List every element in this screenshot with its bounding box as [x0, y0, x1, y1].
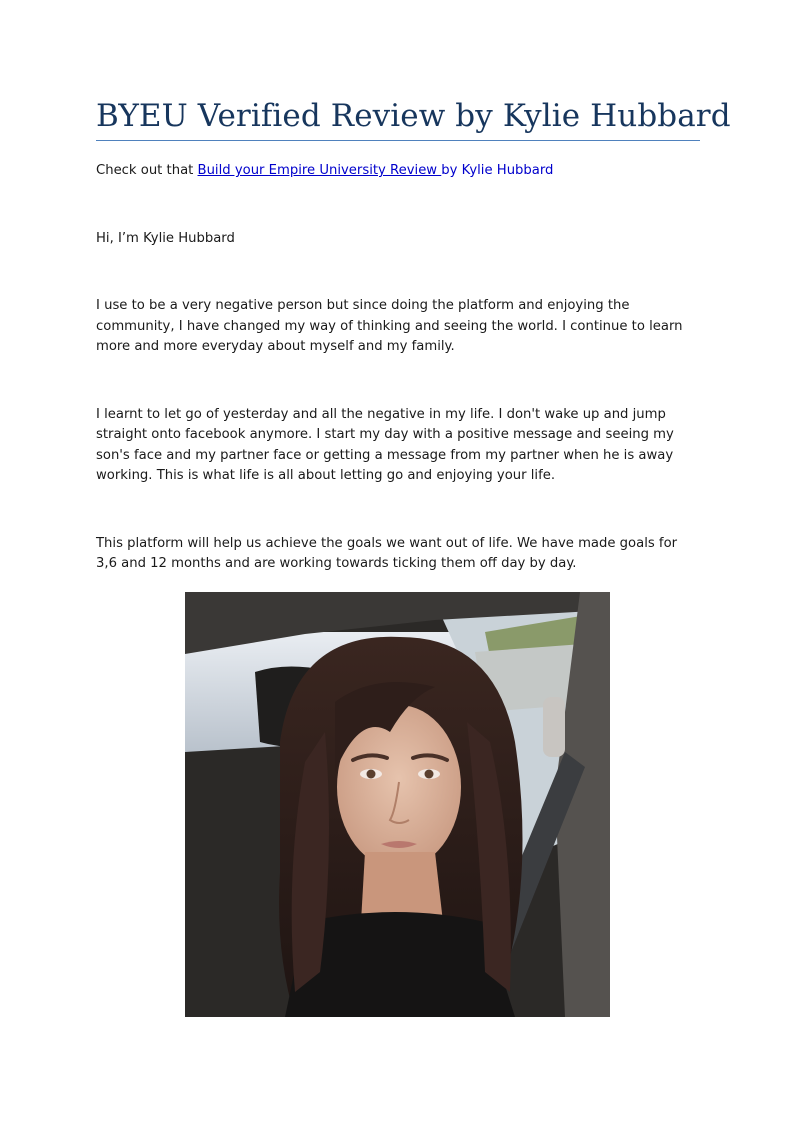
intro-prefix: Check out that: [96, 163, 198, 178]
intro-line: [96, 161, 700, 182]
paragraph-1: I use to be a very negative person but since doing the platform and enjoying the community, I have changed my way of thinking and seeing the world. I continue to learn more and more everyday about myself and my family.: [96, 298, 683, 354]
document-title: BYEU Verified Review by Kylie Hubbard: [96, 96, 700, 141]
selfie-illustration: [185, 592, 610, 1017]
review-link[interactable]: Build your Empire University Review: [197, 163, 442, 178]
selfie-photo: [185, 592, 610, 1017]
paragraph-3: This platform will help us achieve the goals we want out of life. We have made goals for 3,6 and 12 months and are working towards ticking them off day by day.: [96, 535, 678, 571]
paragraph-2: I learnt to let go of yesterday and all the negative in my life. I don't wake up and jump straight onto facebook anymore. I start my day with a positive message and seeing my son's face and my partner face or getting a message from my partner when he is away working. This is what life is all about letting go and enjoying your life.: [96, 406, 674, 483]
document-page: [96, 96, 731, 575]
intro-suffix: by Kylie Hubbard: [441, 163, 554, 178]
greeting-text: Hi, I’m Kylie Hubbard: [96, 230, 235, 246]
